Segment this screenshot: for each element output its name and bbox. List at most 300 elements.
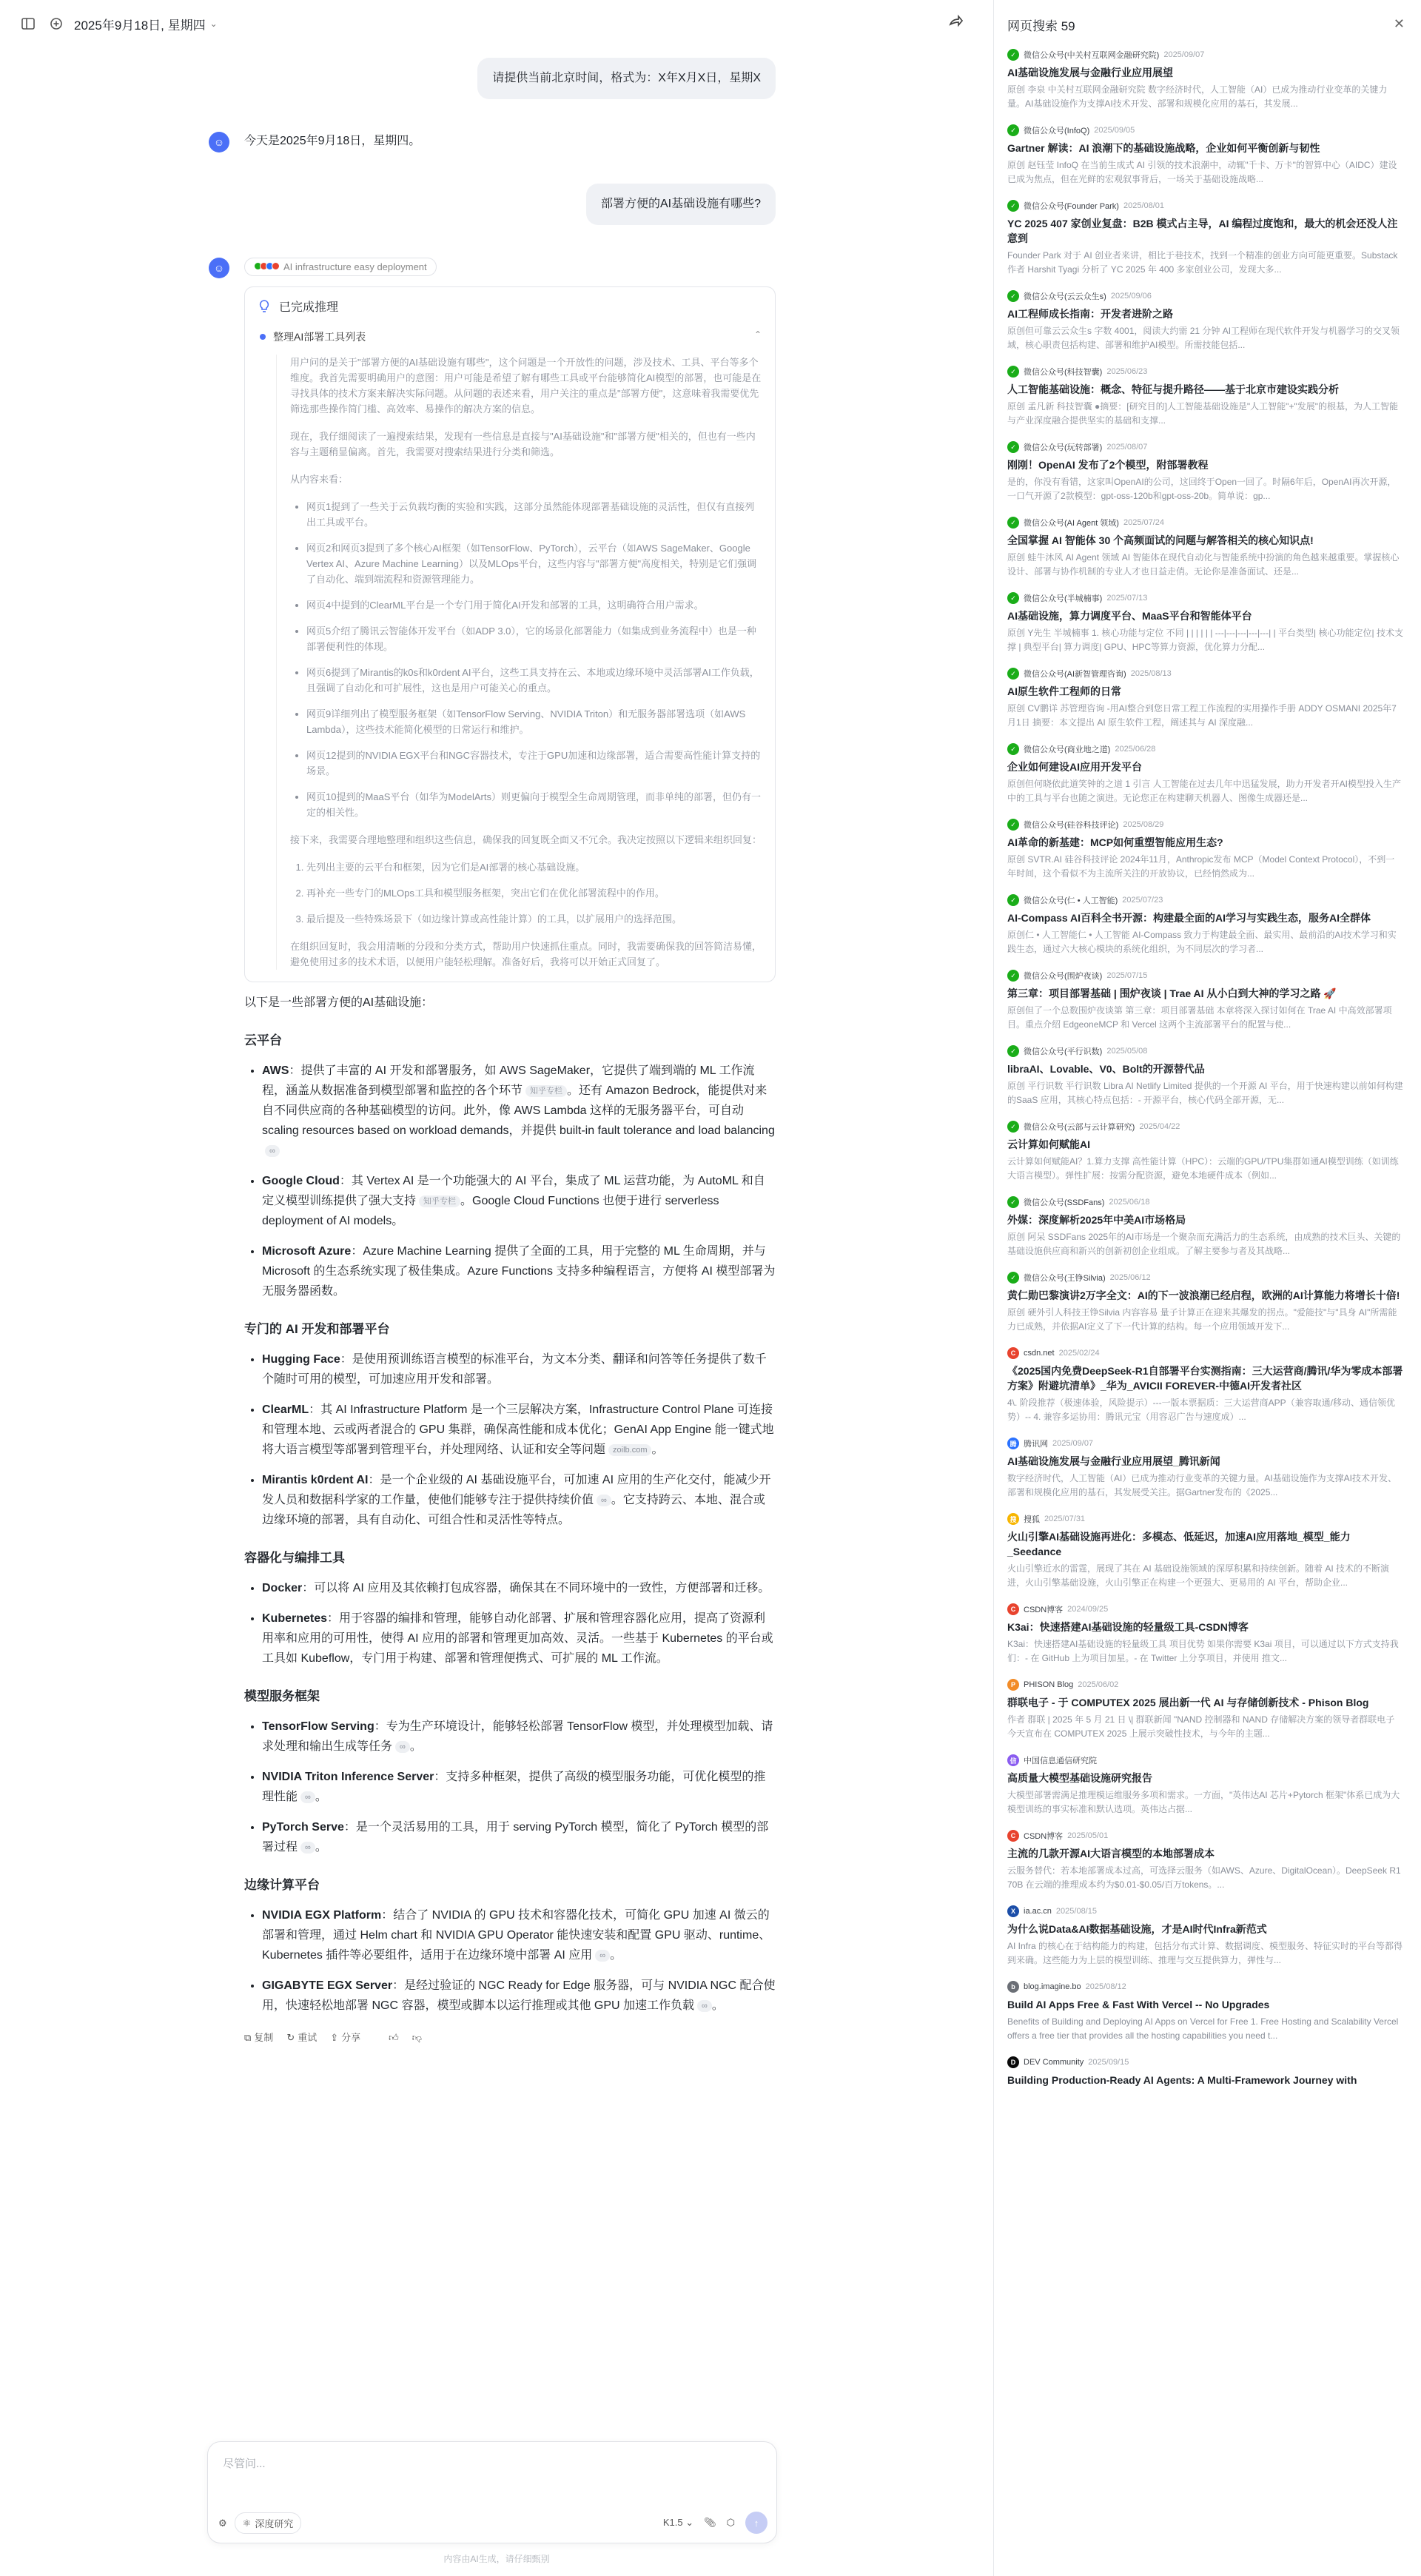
source-title[interactable]: AI基础设施发展与金融行业应用展望 [1007,67,1173,78]
source-favicon-icon: 腾 [1007,1438,1019,1449]
item-name: Google Cloud [262,1175,340,1187]
reasoning-bullet: • 网页10提到的MaaS平台（如华为ModelArts）则更偏向于模型全生命周期管理，而非单纯的部署，但仍有一定的相关性。 [306,789,762,820]
source-site: 微信公众号(AI新智管理咨询) [1024,670,1126,679]
share-small-icon: ⇪ [330,2032,339,2043]
source-title[interactable]: AI基础设施，算力调度平台、MaaS平台和智能体平台 [1007,610,1252,622]
chat-input-box[interactable] [207,2441,777,2543]
source-meta [1007,290,1403,302]
section-heading: 边缘计算平台 [244,1878,320,1892]
source-title[interactable]: 全国掌握 AI 智能体 30 个高频面试的问题与解答相关的核心知识点! [1007,534,1314,546]
reasoning-bullet: • 网页2和网页3提到了多个核心AI框架（如TensorFlow、PyTorch），云平台（如AWS SageMaker、Google Vertex AI、Azure Machine Learning）以及MLOps平台，这些内容与"部署方便"高度相关，特别是它们强调了自动化、端到端流程和资源管理能力。 [306,540,762,587]
item-text: 。还有 Amazon Bedrock，能提供对来自不同供应商的各种基础模型的访问。此外，像 AWS Lambda 这样的无服务器平台，可自动 scaling resources based on workload demands，并提供 built-in fault tolerance and load balancing [262,1084,775,1137]
source-item[interactable] [994,1981,1421,2043]
reasoning-ordered-list [306,859,762,927]
source-favicon-icon: 信 [1007,1754,1019,1766]
source-snippet: 原创 赵钰莹 InfoQ 在当前生成式 AI 引领的技术浪潮中，动辄"千卡、万卡"的智算中心（AIDC）建设已成为焦点，但在光鲜的宏观叙事背后，一场关于基础设施战略... [1007,160,1397,184]
source-date: 2025/07/13 [1106,594,1148,603]
item-text: ：专为生产环境设计，能够轻松部署 TensorFlow 模型，并处理模型加载、请求处理和输出生成等任务 [262,1720,773,1753]
source-title[interactable]: 第三章：项目部署基础 | 围炉夜谈 | Trae AI 从小白到大神的学习之路 🚀 [1007,987,1337,999]
source-snippet: 原创 CV鹏详 苏管理咨询 -用AI整合到您日常工程工作流程的实用操作手册 ADDY OSMANI 2025年7月1日 摘要：本文提出 AI 原生软件工程，阐述其与 AI 深度融... [1007,703,1397,728]
source-title[interactable]: 群联电子 - 于 COMPUTEX 2025 展出新一代 AI 与存储创新技术 - Phison Blog [1007,1697,1369,1708]
chevron-down-icon: ⌄ [209,19,218,29]
item-name: TensorFlow Serving [262,1720,374,1733]
source-title[interactable]: AI工程师成长指南：开发者进阶之路 [1007,308,1173,320]
source-date: 2025/02/24 [1058,1349,1100,1358]
item-text: 。Google Cloud Functions 也便于进行 serverless deployment of AI models。 [262,1195,719,1227]
source-favicon-icon: ✓ [1007,49,1019,61]
citation-badge[interactable]: ∞ [300,1842,315,1854]
source-site: CSDN博客 [1024,1832,1064,1841]
reasoning-bullet: • 网页4中提到的ClearML平台是一个专门用于简化AI开发和部署的工具，这明确符合用户需求。 [306,597,762,613]
source-title[interactable]: AI原生软件工程师的日常 [1007,685,1121,697]
source-date: 2025/06/28 [1115,745,1156,754]
section-list [262,1061,776,1301]
source-site: 微信公众号(中关村互联网金融研究院) [1024,51,1160,60]
source-snippet: Founder Park 对于 AI 创业者来讲，相比于巷技术，找到一个精准的创业方向可能更重要。Substack 作者 Harshit Tyagi 分析了 YC 2025 年 400 多家创业公司，发现大多... [1007,250,1398,275]
source-item[interactable] [994,124,1421,187]
source-meta [1007,1830,1403,1842]
answer-item [262,1241,776,1301]
citation-badge[interactable]: zoilb.com [608,1444,651,1456]
reasoning-step-item: 2. 再补充一些专门的MLOps工具和模型服务框架，突出它们在优化部署流程中的作用。 [306,885,762,901]
source-date: 2025/09/07 [1052,1439,1094,1448]
source-item[interactable] [994,441,1421,503]
answer-sections [244,1030,776,2016]
search-chip-label: AI infrastructure easy deployment [283,261,427,272]
reasoning-step-title: 整理AI部署工具列表 [273,331,366,343]
source-item[interactable] [994,1272,1421,1334]
source-title[interactable]: AI-Compass AI百科全书开源：构建最全面的AI学习与实践生态，服务AI全群体 [1007,912,1371,924]
item-text: 。 [315,1841,327,1854]
source-item[interactable] [994,1513,1421,1590]
item-text: 。 [409,1740,422,1753]
source-title[interactable]: K3ai：快速搭建AI基础设施的轻量级工具-CSDN博客 [1007,1621,1249,1633]
source-site: PHISON Blog [1024,1680,1074,1689]
source-favicon-icon: ✓ [1007,441,1019,453]
source-favicon-icon: 搜 [1007,1513,1019,1525]
source-snippet: 原创 SVTR.AI 硅谷科技评论 2024年11月，Anthropic发布 MCP（Model Context Protocol），不到一年时间，这个看似不为主流所关注的开放协议，已经悄然成为... [1007,854,1395,879]
source-site: 微信公众号(云部与云计算研究) [1024,1123,1135,1132]
item-text: ：用于容器的编排和管理，能够自动化部署、扩展和管理容器化应用，提高了资源利用率和应用的可用性，使得 AI 应用的部署和管理更加高效、灵活。一些基于 Kubernetes 的平台或工具如 Kubeflow，专门用于构建、部署和管理便携式、可扩展的 ML 工作流。 [262,1612,773,1665]
source-favicon-icon: ✓ [1007,290,1019,302]
share-label: 分享 [341,2032,361,2043]
source-date: 2025/09/05 [1094,126,1135,135]
source-date: 2025/06/18 [1109,1198,1150,1207]
source-favicon-icon: ✓ [1007,592,1019,604]
answer-item [262,1609,776,1668]
section-heading: 专门的 AI 开发和部署平台 [244,1322,390,1336]
item-name: ClearML [262,1403,309,1416]
atom-icon: ⚛︎ [242,2517,252,2529]
top-bar [0,0,993,47]
source-item[interactable] [994,1196,1421,1258]
disclaimer: 内容由AI生成，请仔细甄别 [443,2554,550,2564]
retry-button[interactable] [286,2027,317,2047]
item-name: Kubernetes [262,1612,328,1625]
item-name: NVIDIA Triton Inference Server [262,1771,434,1783]
citation-badge[interactable]: ∞ [395,1741,410,1753]
citation-badge[interactable]: ∞ [595,1950,610,1962]
chat-title-text: 2025年9月18日, 星期四 [74,18,206,33]
share-button[interactable] [330,2027,360,2047]
source-snippet: 云服务替代：若本地部署成本过高，可选择云服务（如AWS、Azure、DigitalOcean）。DeepSeek R1 70B 在云端的推理成本约为$0.01-$0.05/百万tokens。... [1007,1865,1401,1890]
answer-item [262,1817,776,1857]
item-text: ：可以将 AI 应用及其依赖打包成容器，确保其在不同环境中的一致性，方便部署和迁移。 [302,1582,770,1594]
answer-item [262,1717,776,1757]
source-favicon-icon: ✓ [1007,1045,1019,1057]
source-item[interactable] [994,894,1421,956]
section-heading: 模型服务框架 [244,1689,320,1703]
source-snippet: 大模型部署需满足推理模运维服务多项和需求。一方面，"英伟达AI 芯片+Pytorch 框架"体系已成为大模型训练的事实标准和默认选项。英伟达占据... [1007,1790,1400,1814]
new-chat-icon[interactable] [46,13,67,34]
item-text: 。 [651,1443,664,1456]
source-item[interactable] [994,1679,1421,1741]
reasoning-body [276,355,762,970]
source-title[interactable]: libraAI、Lovable、V0、Bolt的开源替代品 [1007,1063,1205,1075]
source-date: 2025/06/23 [1106,367,1148,376]
cube-icon[interactable]: ⬡ [726,2517,735,2528]
source-item[interactable] [994,592,1421,654]
source-favicon-icon: b [1007,1981,1019,1993]
sources-header [994,0,1421,49]
source-item[interactable] [994,1121,1421,1183]
section-heading: 云平台 [244,1033,282,1047]
source-item[interactable] [994,970,1421,1032]
source-snippet: 原创 硬外引人科技王铮Silvia 内容容易 量子计算正在迎来其爆发的拐点。"爱能技"与"具身 AI"所需能力已成熟，并依据AI定义了下一代计算的结构。每一个应用领域开发下... [1007,1307,1397,1332]
section-heading: 容器化与编排工具 [244,1551,345,1565]
copy-label: 复制 [254,2032,274,2043]
source-meta [1007,894,1403,906]
source-snippet: 原创 李泉 中关村互联网金融研究院 数字经济时代，人工智能（AI）已成为推动行业变革的关键力量。AI基础设施作为支撑AI技术开发、部署和规模化应用的基石，其发展... [1007,84,1388,109]
source-item[interactable] [994,517,1421,579]
source-snippet: 原创但了一个总数围炉夜谈第 第三章：项目部署基础 本章将深入探讨如何在 Trae AI 中高效部署项目。重点介绍 EdgeoneMCP 和 Vercel 这两个主流部署平台的配置与使... [1007,1005,1392,1030]
source-snippet: K3ai：快速搭建AI基础设施的轻量级工具 项目优势 如果你需要 K3ai 项目，可以通过以下方式支持我们：- 在 GitHub 上为项目加星。- 在 Twitter 上分享项目，并使用 推文... [1007,1639,1399,1663]
source-favicon-icon: ✓ [1007,366,1019,378]
source-site: 微信公众号(平行识数) [1024,1047,1103,1056]
section-list [262,1578,776,1668]
source-title[interactable]: 火山引擎AI基础设施再进化：多模态、低延迟，加速AI应用落地_模型_能力_Seedance [1007,1531,1351,1557]
source-snippet: 数字经济时代，人工智能（AI）已成为推动行业变革的关键力量。AI基础设施作为支撑AI技术开发、部署和规模化应用的基石，其发展受关注。据Gartner发布的《2025... [1007,1473,1397,1497]
sidebar-toggle-icon[interactable] [18,13,38,34]
source-date: 2025/07/31 [1044,1515,1086,1523]
source-date: 2025/08/01 [1123,201,1165,210]
source-title[interactable]: AI革命的新基建：MCP如何重塑智能应用生态? [1007,836,1223,848]
source-meta [1007,743,1403,755]
source-favicon-icon: ✓ [1007,819,1019,831]
source-favicon-icon: ✓ [1007,124,1019,136]
citation-badge[interactable]: 知乎专栏 [419,1195,460,1207]
source-site: DEV Community [1024,2058,1084,2067]
source-date: 2025/07/23 [1122,896,1163,905]
send-button[interactable]: ↑ [745,2512,767,2534]
section-list [262,1717,776,1857]
source-item[interactable] [994,819,1421,881]
source-snippet: 原创 孟凡新 科技智囊 ●摘要：[研究目的]人工智能基础设施是"人工智能"+"发展"的根基，为人工智能与产业深度融合提供坚实的基础和支撑... [1007,401,1398,426]
reasoning-bullet: • 网页12提到的NVIDIA EGX平台和NGC容器技术，专注于GPU加速和边缘部署，适合需要高性能计算支持的场景。 [306,748,762,779]
reasoning-title: 已完成推理 [279,301,339,314]
source-item[interactable] [994,743,1421,805]
source-item[interactable] [994,668,1421,730]
source-site: CSDN博客 [1024,1606,1064,1614]
source-meta [1007,441,1403,453]
item-name: GIGABYTE EGX Server [262,1979,393,1992]
model-label: K1.5 [662,2517,683,2528]
source-title[interactable]: AI基础设施发展与金融行业应用展望_腾讯新闻 [1007,1455,1220,1467]
chevron-up-icon: ⌃ [753,329,762,340]
source-site: 中国信息通信研究院 [1024,1757,1097,1765]
item-text: 。 [711,1999,724,2012]
source-date: 2025/08/12 [1085,1982,1126,1991]
source-meta [1007,1045,1403,1057]
chat-thread [207,47,776,2047]
item-text: ：Azure Machine Learning 提供了全面的工具，用于完整的 ML 生命周期，并与 Microsoft 的生态系统实现了极佳集成。Azure Functions 支持多种编程语言，方便将 AI 模型部署为无服务器函数。 [262,1245,776,1298]
settings-icon[interactable]: ⚙︎ [218,2517,227,2529]
deep-research-button[interactable] [235,2512,302,2534]
source-snippet: 原创 Y先生 半城楠事 1. 核心功能与定位 不同 | | | | | | ---|---|---|---|---| | 平台类型| 核心功能定位| 技术支撑 | 典型平台| 算力调度| GPU、HPC等算力资源，优化算力分配... [1007,628,1403,652]
answer-item [262,1976,776,2016]
thumbs-down-icon[interactable]: 👎︎ [411,2032,422,2043]
close-icon[interactable]: ✕ [1393,16,1405,31]
answer-body [244,993,776,2047]
source-date: 2025/09/07 [1163,50,1205,59]
chat-title[interactable] [74,15,218,33]
reasoning-paragraph: 从内容来看： [290,474,349,485]
source-site: 微信公众号(商业地之道) [1024,745,1111,754]
source-title[interactable]: Gartner 解读：AI 浪潮下的基础设施战略，企业如何平衡创新与韧性 [1007,142,1320,154]
share-icon[interactable] [947,13,968,34]
source-favicon-icon: ✓ [1007,1272,1019,1284]
source-snippet: 原创但何晓依此道笑钟的之道 1 引言 人工智能在过去几年中迅猛发展，助力开发者开AI模型投入生产中的工具与平台也随之演进。无论您正在构建聊天机器人、图像生成器还是... [1007,779,1402,803]
source-item[interactable] [994,2056,1421,2119]
source-item[interactable] [994,290,1421,352]
answer-item [262,1905,776,1965]
source-snippet: 原创 蛙牛沐风 AI Agent 领域 AI 智能体在现代自动化与智能系统中扮演的角色越来越重要。掌握核心设计、部署与协作机制的专业人才也日益走俏。无论你是准备面试、还是... [1007,552,1400,577]
reasoning-step-item: 3. 最后提及一些特殊场景下（如边缘计算或高性能计算）的工具，以扩展用户的选择范围。 [306,911,762,927]
source-title[interactable]: 《2025国内免费DeepSeek-R1自部署平台实测指南：三大运营商/腾讯/华为零成本部署方案》附避坑清单》_华为_AVICII FOREVER-中德AI开发者社区 [1007,1365,1403,1392]
source-favicon-icon: ✓ [1007,517,1019,529]
source-site: 微信公众号(Founder Park) [1024,202,1119,211]
answer-item [262,1767,776,1807]
assistant-message [207,132,776,151]
assistant-avatar: ☺ [209,258,229,278]
input-right-tools [663,2512,767,2534]
item-text: 。它支持跨云、本地、混合或边缘环境的部署，具有自动化、可组合性和灵活性等特点。 [262,1494,765,1526]
reasoning-paragraph: 接下来，我需要合理地整理和组织这些信息，确保我的回复既全面又不冗余。我决定按照以下逻辑来组织回复： [290,834,762,845]
lightbulb-icon [257,299,272,314]
reasoning-paragraph: 在组织回复时，我会用清晰的分段和分类方式，帮助用户快速抓住重点。同时，我需要确保我的回答简洁易懂，避免使用过多的技术术语，以便用户能轻松理解。准备好后，我将可以开始正式回复了。 [290,941,762,967]
source-title[interactable]: 主流的几款开源AI大语言模型的本地部署成本 [1007,1848,1215,1859]
source-site: 微信公众号(玩转部署) [1024,443,1103,452]
source-favicon-icon: C [1007,1830,1019,1842]
source-title[interactable]: 高质量大模型基础设施研究报告 [1007,1772,1152,1784]
item-text: ：是使用预训练语言模型的标准平台，为文本分类、翻译和问答等任务提供了数千个随时可用的模型，可加速应用开发和部署。 [262,1353,767,1386]
source-favicon-icon: X [1007,1905,1019,1917]
source-title[interactable]: 云计算如何赋能AI [1007,1138,1090,1150]
source-date: 2025/05/08 [1106,1047,1148,1056]
source-site: 微信公众号(硅谷科技评论) [1024,821,1119,830]
source-site: blog.imagine.bo [1024,1982,1081,1991]
source-snippet [1007,2090,1403,2119]
source-snippet: 原创 阿呆 SSDFans 2025年的AI市场是一个聚杂而充满活力的生态系统，由成熟的技术巨头、关键的基础设施供应商和新兴的创新初创企业组成。了解主要参与者及其战略... [1007,1232,1401,1256]
source-item[interactable] [994,200,1421,277]
source-date: 2025/07/24 [1123,518,1165,527]
source-date: 2025/05/01 [1067,1831,1109,1840]
source-date: 2025/09/15 [1088,2058,1129,2067]
source-meta [1007,1981,1403,1993]
source-snippet: 作者 群联 | 2025 年 5 月 21 日 \| 群联新闻 "NAND 控制器和 NAND 存储解决方案的领导者群联电子今天宣布在 COMPUTEX 2025 上展示突破性技术，与今年的主题... [1007,1714,1395,1739]
retry-label: 重试 [298,2032,318,2043]
model-selector[interactable]: K1.5 ⌄ [662,2517,694,2528]
source-snippet: 原创 平行识数 平行识数 Libra AI Netlify Limited 提供的一个开源 AI 平台，用于快速构建以前如何构建的SaaS 应用，其核心特点包括：- 开源平台，核心代码全部开源，无... [1007,1081,1403,1105]
source-site: 微信公众号(科技智囊) [1024,368,1103,377]
message-actions [244,2027,776,2047]
source-title[interactable]: 人工智能基础设施：概念、特征与提升路径——基于北京市建设实践分析 [1007,383,1339,395]
source-meta [1007,1513,1403,1525]
source-favicon-icon: P [1007,1679,1019,1691]
source-date: 2025/07/15 [1106,971,1148,980]
source-site: 搜狐 [1024,1515,1040,1524]
source-meta [1007,366,1403,378]
source-item[interactable] [994,1603,1421,1666]
source-meta [1007,819,1403,831]
item-name: Mirantis k0rdent AI [262,1474,369,1486]
source-snippet: 是的，你没有看错，这家叫OpenAI的公司，这回终于Open一回了。时隔6年后，OpenAI再次开源，一口气开源了2款模型：gpt-oss-120b和gpt-oss-20b。简单说：gp... [1007,477,1397,501]
search-chip[interactable] [244,258,437,276]
source-favicon-icon: C [1007,1603,1019,1615]
source-title[interactable]: 黄仁勋巴黎演讲2万字全文：AI的下一波浪潮已经启程，欧洲的AI计算能力将增长十倍! [1007,1289,1400,1301]
source-meta [1007,1347,1403,1359]
citation-badge[interactable]: ∞ [597,1495,611,1506]
source-meta [1007,1196,1403,1208]
source-item[interactable] [994,49,1421,111]
thumbs-up-icon[interactable]: 👍︎ [389,2032,399,2043]
item-text: ：是一个企业级的 AI 基础设施平台，可加速 AI 应用的生产化交付，能减少开发人员和数据科学家的工作量，使他们能够专注于提供持续价值 [262,1474,771,1506]
answer-item [262,1061,776,1161]
source-site: ia.ac.cn [1024,1907,1052,1916]
item-name: Docker [262,1582,303,1594]
source-item[interactable] [994,366,1421,428]
item-text: ：提供了丰富的 AI 开发和部署服务，如 AWS SageMaker，它提供了端到端的 ML 工作流程，涵盖从数据准备到模型部署和监控的各个环节 [262,1064,755,1097]
item-name: PyTorch Serve [262,1821,344,1834]
assistant-message [207,258,776,2047]
source-site: 腾讯网 [1024,1440,1048,1449]
source-date: 2025/04/22 [1139,1122,1180,1131]
source-meta [1007,1754,1403,1766]
citation-badge[interactable]: ∞ [697,2000,712,2012]
source-item[interactable] [994,1905,1421,1968]
attach-icon[interactable]: 📎︎ [704,2517,716,2528]
source-title[interactable]: Building Production-Ready AI Agents: A Multi-Framework Journey with [1007,2074,1357,2086]
section-list [262,1349,776,1530]
reasoning-bullet: • 网页9详细列出了模型服务框架（如TensorFlow Serving、NVIDIA Triton）和无服务器部署选项（如AWS Lambda），这些技术能简化模型的日常运行和维护。 [306,706,762,737]
source-site: 微信公众号(围炉夜谈) [1024,972,1103,981]
answer-item [262,1470,776,1530]
reasoning-step-item: 1. 先列出主要的云平台和框架，因为它们是AI部署的核心基础设施。 [306,859,762,875]
source-site: 微信公众号(半城楠事) [1024,594,1103,603]
reasoning-bullet: • 网页1提到了一些关于云负载均衡的实验和实践，这部分虽然能体现部署基础设施的灵活性，但仅有直接列出工具或平台。 [306,499,762,530]
source-title[interactable]: 刚刚！OpenAI 发布了2个模型，附部署教程 [1007,459,1209,471]
answer-item [262,1171,776,1231]
source-item[interactable] [994,1830,1421,1892]
source-snippet: 原创仁 • 人工智能仁 • 人工智能 AI-Compass 致力于构建最全面、最实用、最前沿的AI技术学习和实践生态，通过六大核心模块的系统化组织，为不同层次的学习者... [1007,930,1397,954]
chat-input[interactable]: 尽管问... [223,2458,266,2470]
source-title[interactable]: YC 2025 407 家创业复盘：B2B 模式占主导，AI 编程过度饱和，最大的机会还没人注意到 [1007,218,1398,244]
reasoning-panel [244,286,776,982]
source-site: 微信公众号(InfoQ) [1024,127,1090,135]
answer-intro: 以下是一些部署方便的AI基础设施： [244,996,434,1009]
citation-badge[interactable]: ∞ [300,1791,315,1803]
source-meta [1007,49,1403,61]
source-title[interactable]: 为什么说Data&AI数据基础设施，才是AI时代Infra新范式 [1007,1923,1267,1935]
source-meta [1007,1603,1403,1615]
source-favicon-icon: ✓ [1007,668,1019,680]
source-favicon-icon: ✓ [1007,1121,1019,1133]
reasoning-step[interactable] [257,329,762,344]
item-text: ：支持多种框架，提供了高级的模型服务功能，可优化模型的推理性能 [262,1771,766,1803]
source-meta [1007,668,1403,680]
source-item[interactable] [994,1347,1421,1424]
sources-panel [993,0,1421,2576]
source-title[interactable]: 外媒：深度解析2025年中美AI市场格局 [1007,1214,1186,1226]
item-text: ：是经过验证的 NGC Ready for Edge 服务器，可与 NVIDIA NGC 配合使用，快速轻松地部署 NGC 容器，模型或脚本以运行推理或其他 GPU 加速工作负载 [262,1979,776,2012]
source-item[interactable] [994,1754,1421,1817]
assistant-avatar: ☺ [209,132,229,152]
copy-icon: ⧉ [244,2032,252,2043]
item-name: Microsoft Azure [262,1245,352,1258]
copy-button[interactable] [244,2027,273,2047]
user-message: 请提供当前北京时间，格式为：X年X月X日，星期X [477,58,776,99]
reasoning-header[interactable] [257,298,762,315]
source-meta [1007,1272,1403,1284]
citation-badge[interactable]: ∞ [265,1145,280,1157]
source-date: 2025/08/29 [1123,820,1164,829]
section-list [262,1905,776,2016]
source-title[interactable]: Build AI Apps Free & Fast With Vercel -- No Upgrades [1007,1999,1270,2010]
source-title[interactable]: 企业如何建设AI应用开发平台 [1007,761,1142,773]
source-snippet: 火山引擎近水的雷霆，展现了其在 AI 基础设施领域的深厚积累和持续创新。随着 AI 技术的不断演进，火山引擎基础设施，火山引擎正在构建一个更强大、更易用的 AI 平台，帮助企业... [1007,1563,1390,1588]
source-favicons [254,261,278,272]
source-site: 微信公众号(仁 • 人工智能) [1024,896,1118,905]
reasoning-bullet: • 网页5介绍了腾讯云智能体开发平台（如ADP 3.0），它的场景化部署能力（如集成到业务流程中）也是一种部署便利性的体现。 [306,623,762,654]
source-date: 2025/08/15 [1055,1907,1097,1916]
source-site: 微信公众号(AI Agent 领域) [1024,519,1119,528]
source-item[interactable] [994,1438,1421,1500]
source-favicon-icon: C [1007,1347,1019,1359]
reasoning-paragraph: 用户问的是关于"部署方便的AI基础设施有哪些"，这个问题是一个开放性的问题，涉及技术、工具、平台等多个维度。我首先需要明确用户的意图：用户可能是希望了解有哪些工具或平台能够简化AI模型的部署，也可能是在寻找具体的技术方案来解决实际问题。从问题的表述来看，用户关注的重点是"部署方便"，这意味着我需要优先筛选那些操作简门槛、高效率、易操作的解决方案的信息。 [290,357,762,415]
answer-item [262,1400,776,1460]
citation-badge[interactable]: 知乎专栏 [525,1085,567,1097]
item-text: 。 [315,1791,327,1803]
source-site: 微信公众号(云云众生s) [1024,292,1106,301]
source-favicon-icon: D [1007,2056,1019,2068]
step-dot [260,334,266,340]
source-meta [1007,2056,1403,2068]
source-meta [1007,592,1403,604]
source-meta [1007,124,1403,136]
item-text: ：其 Vertex AI 是一个功能强大的 AI 平台，集成了 ML 运营功能，为 AutoML 和自定义模型训练提供了强大支持 [262,1175,765,1207]
item-text: ：结合了 NVIDIA 的 GPU 技术和容器化技术，可简化 GPU 加速 AI 微云的部署和管理，通过 Helm chart 和 NVIDIA GPU Operator 能快速安装和配置 GPU 驱动、runtime、Kubernetes 插件等必要组件，适用于在边缘环境中部署 AI 应用 [262,1909,771,1962]
source-date: 2025/06/02 [1078,1680,1119,1689]
source-favicon-icon: ✓ [1007,743,1019,755]
source-date: 2024/09/25 [1067,1605,1109,1614]
source-meta [1007,1905,1403,1917]
source-meta [1007,1438,1403,1449]
source-meta [1007,970,1403,982]
reasoning-bullet: • 网页6提到了Mirantis的k0s和k0rdent AI平台，这些工具支持在云、本地或边缘环境中灵活部署AI工作负载，且强调了自动化和可扩展性，这也是用户可能关心的重点。 [306,665,762,696]
source-meta [1007,1121,1403,1133]
source-item[interactable] [994,1045,1421,1107]
source-favicon-icon: ✓ [1007,200,1019,212]
